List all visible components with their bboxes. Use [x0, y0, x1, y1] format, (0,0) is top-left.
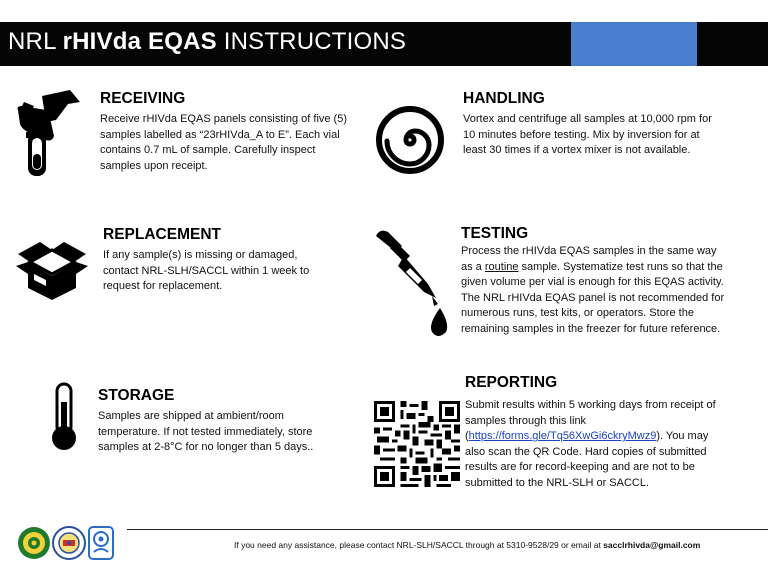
section-title: REPLACEMENT	[103, 226, 221, 243]
section-body: Submit results within 5 working days from receipt of samples through this link (https://forms.gle/Tq56XwGi6ckryMwz9). You may also scan the QR Code. Hard copies of submitted results are for record-keeping and are not to be submitted to the NRL-SLH or SACCL.	[465, 399, 716, 489]
open-box-icon	[14, 236, 90, 302]
section-title: STORAGE	[98, 387, 175, 404]
qr-code-icon[interactable]	[374, 401, 460, 487]
doh-seal-logo	[17, 526, 51, 560]
saccl-logo	[88, 526, 114, 560]
contact-email[interactable]: sacclrhivda@gmail.com	[603, 540, 701, 550]
section-title: TESTING	[461, 225, 529, 242]
section-body: Vortex and centrifuge all samples at 10,000 rpm for 10 minutes before testing. Mix by inversion for at least 30 times if a vortex mixer is not available.	[463, 113, 712, 157]
section-replacement	[103, 226, 335, 295]
section-title: RECEIVING	[100, 90, 186, 107]
section-body: Process the rHIVda EQAS samples in the same way as a routine sample. Systematize test runs so that the given volume per vial is enough for this EQAS activity. The NRL rHIVda EQAS panel is not recommended for numerous runs, test kits, or operators. Store the remaining samples in the freezer for future reference.	[461, 245, 725, 335]
slh-seal-logo	[52, 526, 86, 560]
vortex-spiral-icon	[376, 106, 444, 174]
section-body: If any sample(s) is missing or damaged, contact NRL-SLH/SACCL within 1 week to request for replacement.	[103, 249, 310, 293]
footer-contact: If you need any assistance, please contact NRL-SLH/SACCL through at 5310-9528/29 or email at sacclrhivda@gmail.com	[234, 540, 701, 550]
section-reporting	[465, 374, 727, 492]
dropper-icon	[370, 228, 460, 340]
section-title: REPORTING	[465, 374, 558, 391]
hand-holding-vial-icon	[12, 88, 84, 188]
page-title: NRL rHIVda EQAS INSTRUCTIONS	[8, 28, 407, 55]
title-accent-block	[571, 22, 697, 66]
section-receiving	[100, 90, 348, 174]
section-body: Receive rHIVda EQAS panels consisting of five (5) samples labelled as “23rHIVda_A to E”. Each vial contains 0.7 mL of sample. Carefully inspect samples upon receipt.	[100, 113, 348, 172]
submission-form-link[interactable]: https://forms.gle/Tq56XwGi6ckryMwz9	[468, 430, 657, 443]
thermometer-icon	[46, 382, 82, 454]
title-bar	[0, 22, 768, 66]
section-handling	[463, 90, 713, 159]
footer-divider	[127, 529, 768, 530]
section-testing	[461, 225, 729, 338]
section-body: Samples are shipped at ambient/room temperature. If not tested immediately, store samples at 2-8°C for no longer than 5 days..	[98, 410, 314, 454]
section-title: HANDLING	[463, 90, 545, 107]
section-storage	[98, 387, 338, 456]
